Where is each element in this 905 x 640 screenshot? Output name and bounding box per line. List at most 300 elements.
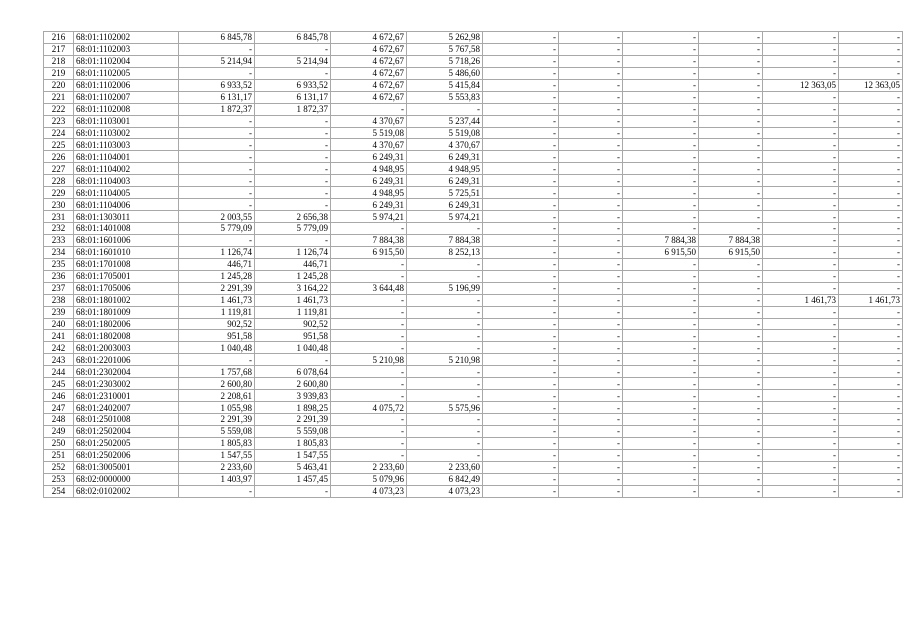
value-cell: 5 718,26	[407, 55, 483, 67]
value-cell: -	[407, 103, 483, 115]
value-cell: 1 119,81	[255, 306, 331, 318]
table-row	[44, 175, 903, 187]
value-cell: -	[623, 163, 699, 175]
value-cell: -	[699, 79, 763, 91]
value-cell: -	[407, 294, 483, 306]
value-cell: -	[623, 473, 699, 485]
table-row	[44, 55, 903, 67]
row-number-cell: 229	[44, 187, 74, 199]
value-cell: 951,58	[179, 330, 255, 342]
cadastral-code-cell: 68:01:2501008	[74, 414, 179, 426]
value-cell: -	[559, 342, 623, 354]
cadastral-value-table	[43, 31, 903, 498]
table-row	[44, 258, 903, 270]
table-row	[44, 414, 903, 426]
value-cell: -	[623, 330, 699, 342]
value-cell: -	[763, 211, 839, 223]
row-number-cell: 233	[44, 234, 74, 246]
value-cell: -	[699, 151, 763, 163]
value-cell: -	[839, 449, 903, 461]
value-cell: -	[483, 223, 559, 235]
value-cell: -	[559, 187, 623, 199]
value-cell: 5 262,98	[407, 32, 483, 44]
value-cell: 1 872,37	[179, 103, 255, 115]
cadastral-code-cell: 68:02:0000000	[74, 473, 179, 485]
value-cell: -	[699, 402, 763, 414]
value-cell: 4 672,67	[331, 43, 407, 55]
value-cell: -	[559, 91, 623, 103]
value-cell: -	[483, 461, 559, 473]
value-cell: -	[255, 163, 331, 175]
value-cell: 5 553,83	[407, 91, 483, 103]
value-cell: 1 461,73	[255, 294, 331, 306]
cadastral-code-cell: 68:01:1102003	[74, 43, 179, 55]
value-cell: 5 237,44	[407, 115, 483, 127]
value-cell: -	[179, 234, 255, 246]
value-cell: 5 767,58	[407, 43, 483, 55]
value-cell: -	[763, 354, 839, 366]
value-cell: 3 939,83	[255, 390, 331, 402]
value-cell: -	[623, 199, 699, 211]
value-cell: 5 725,51	[407, 187, 483, 199]
table-row	[44, 449, 903, 461]
value-cell: 2 600,80	[179, 378, 255, 390]
value-cell: -	[623, 378, 699, 390]
value-cell: -	[699, 318, 763, 330]
value-cell: -	[483, 437, 559, 449]
value-cell: 5 519,08	[331, 127, 407, 139]
value-cell: -	[559, 282, 623, 294]
value-cell: 4 672,67	[331, 67, 407, 79]
value-cell: -	[623, 187, 699, 199]
row-number-cell: 253	[44, 473, 74, 485]
cadastral-code-cell: 68:01:2502005	[74, 437, 179, 449]
table-row	[44, 294, 903, 306]
value-cell: -	[559, 270, 623, 282]
row-number-cell: 230	[44, 199, 74, 211]
row-number-cell: 216	[44, 32, 74, 44]
row-number-cell: 222	[44, 103, 74, 115]
row-number-cell: 231	[44, 211, 74, 223]
value-cell: 6 915,50	[623, 246, 699, 258]
value-cell: -	[331, 425, 407, 437]
value-cell: -	[559, 437, 623, 449]
value-cell: -	[763, 67, 839, 79]
table-row	[44, 461, 903, 473]
value-cell: 1 055,98	[179, 402, 255, 414]
value-cell: -	[179, 485, 255, 497]
value-cell: -	[763, 187, 839, 199]
value-cell: -	[483, 270, 559, 282]
value-cell: -	[763, 234, 839, 246]
row-number-cell: 239	[44, 306, 74, 318]
value-cell: 5 519,08	[407, 127, 483, 139]
value-cell: 2 291,39	[179, 414, 255, 426]
value-cell: -	[331, 390, 407, 402]
value-cell: 1 757,68	[179, 366, 255, 378]
value-cell: -	[699, 211, 763, 223]
value-cell: -	[623, 390, 699, 402]
cadastral-code-cell: 68:01:1104003	[74, 175, 179, 187]
table-row	[44, 115, 903, 127]
value-cell: 1 245,28	[179, 270, 255, 282]
value-cell: -	[623, 79, 699, 91]
value-cell: 1 126,74	[179, 246, 255, 258]
value-cell: 6 249,31	[331, 199, 407, 211]
value-cell: -	[559, 461, 623, 473]
value-cell: -	[331, 318, 407, 330]
value-cell: -	[623, 258, 699, 270]
table-row	[44, 32, 903, 44]
value-cell: -	[763, 175, 839, 187]
cadastral-code-cell: 68:01:1802008	[74, 330, 179, 342]
value-cell: 7 884,38	[407, 234, 483, 246]
value-cell: -	[331, 258, 407, 270]
value-cell: -	[179, 199, 255, 211]
cadastral-code-cell: 68:01:1801002	[74, 294, 179, 306]
table-row	[44, 330, 903, 342]
value-cell: 7 884,38	[623, 234, 699, 246]
value-cell: -	[331, 437, 407, 449]
value-cell: -	[559, 366, 623, 378]
value-cell: 5 415,84	[407, 79, 483, 91]
value-cell: -	[623, 294, 699, 306]
value-cell: -	[483, 91, 559, 103]
table-row	[44, 187, 903, 199]
value-cell: -	[483, 414, 559, 426]
value-cell: -	[559, 485, 623, 497]
value-cell: -	[699, 330, 763, 342]
value-cell: -	[483, 342, 559, 354]
row-number-cell: 245	[44, 378, 74, 390]
value-cell: -	[179, 43, 255, 55]
row-number-cell: 232	[44, 223, 74, 235]
value-cell: -	[763, 91, 839, 103]
value-cell: 1 461,73	[839, 294, 903, 306]
value-cell: 5 214,94	[179, 55, 255, 67]
value-cell: -	[483, 103, 559, 115]
value-cell: -	[699, 306, 763, 318]
table-row	[44, 390, 903, 402]
value-cell: 5 575,96	[407, 402, 483, 414]
value-cell: -	[623, 306, 699, 318]
row-number-cell: 235	[44, 258, 74, 270]
value-cell: 12 363,05	[763, 79, 839, 91]
value-cell: -	[699, 103, 763, 115]
value-cell: 6 933,52	[255, 79, 331, 91]
table-row	[44, 437, 903, 449]
value-cell: -	[839, 270, 903, 282]
value-cell: -	[483, 55, 559, 67]
value-cell: -	[483, 234, 559, 246]
value-cell: -	[839, 67, 903, 79]
value-cell: -	[763, 342, 839, 354]
value-cell: -	[331, 306, 407, 318]
value-cell: -	[623, 270, 699, 282]
value-cell: -	[839, 461, 903, 473]
value-cell: 1 805,83	[179, 437, 255, 449]
value-cell: -	[763, 32, 839, 44]
value-cell: -	[559, 294, 623, 306]
value-cell: -	[483, 163, 559, 175]
value-cell: -	[179, 139, 255, 151]
value-cell: 1 872,37	[255, 103, 331, 115]
value-cell: -	[331, 342, 407, 354]
cadastral-code-cell: 68:01:1303011	[74, 211, 179, 223]
row-number-cell: 254	[44, 485, 74, 497]
value-cell: -	[839, 485, 903, 497]
value-cell: 1 245,28	[255, 270, 331, 282]
value-cell: -	[407, 258, 483, 270]
row-number-cell: 217	[44, 43, 74, 55]
value-cell: -	[483, 294, 559, 306]
value-cell: -	[699, 199, 763, 211]
value-cell: 5 463,41	[255, 461, 331, 473]
value-cell: -	[763, 43, 839, 55]
value-cell: -	[559, 306, 623, 318]
value-cell: -	[763, 366, 839, 378]
value-cell: -	[483, 449, 559, 461]
cadastral-code-cell: 68:01:1104002	[74, 163, 179, 175]
value-cell: -	[331, 270, 407, 282]
cadastral-code-cell: 68:01:1601006	[74, 234, 179, 246]
value-cell: -	[331, 366, 407, 378]
value-cell: -	[559, 211, 623, 223]
value-cell: -	[407, 366, 483, 378]
value-cell: -	[483, 79, 559, 91]
value-cell: 4 370,67	[331, 139, 407, 151]
cadastral-code-cell: 68:01:1802006	[74, 318, 179, 330]
value-cell: -	[483, 330, 559, 342]
value-cell: 6 249,31	[407, 199, 483, 211]
value-cell: 5 779,09	[255, 223, 331, 235]
value-cell: -	[559, 103, 623, 115]
value-cell: -	[839, 473, 903, 485]
cadastral-code-cell: 68:01:1801009	[74, 306, 179, 318]
value-cell: 1 040,48	[255, 342, 331, 354]
row-number-cell: 250	[44, 437, 74, 449]
value-cell: -	[407, 330, 483, 342]
value-cell: -	[839, 187, 903, 199]
value-cell: -	[559, 234, 623, 246]
value-cell: -	[623, 449, 699, 461]
table-row	[44, 473, 903, 485]
value-cell: -	[559, 43, 623, 55]
value-cell: -	[483, 318, 559, 330]
value-cell: 902,52	[179, 318, 255, 330]
value-cell: -	[559, 115, 623, 127]
table-row	[44, 139, 903, 151]
cadastral-code-cell: 68:01:1102007	[74, 91, 179, 103]
value-cell: -	[839, 234, 903, 246]
row-number-cell: 238	[44, 294, 74, 306]
value-cell: -	[407, 414, 483, 426]
value-cell: -	[483, 187, 559, 199]
value-cell: 5 196,99	[407, 282, 483, 294]
value-cell: -	[839, 425, 903, 437]
value-cell: 6 249,31	[331, 175, 407, 187]
cadastral-code-cell: 68:01:1102006	[74, 79, 179, 91]
value-cell: -	[559, 175, 623, 187]
value-cell: -	[699, 163, 763, 175]
value-cell: -	[623, 139, 699, 151]
value-cell: -	[483, 199, 559, 211]
value-cell: -	[483, 139, 559, 151]
value-cell: -	[255, 485, 331, 497]
row-number-cell: 244	[44, 366, 74, 378]
table-row	[44, 378, 903, 390]
row-number-cell: 243	[44, 354, 74, 366]
table-row	[44, 151, 903, 163]
value-cell: 6 131,17	[255, 91, 331, 103]
value-cell: -	[623, 32, 699, 44]
value-cell: -	[559, 223, 623, 235]
value-cell: -	[255, 199, 331, 211]
value-cell: 6 915,50	[699, 246, 763, 258]
cadastral-code-cell: 68:01:1104001	[74, 151, 179, 163]
cadastral-code-cell: 68:01:1102005	[74, 67, 179, 79]
value-cell: -	[559, 246, 623, 258]
cadastral-code-cell: 68:01:1104005	[74, 187, 179, 199]
row-number-cell: 218	[44, 55, 74, 67]
value-cell: -	[559, 378, 623, 390]
value-cell: -	[483, 175, 559, 187]
value-cell: 1 457,45	[255, 473, 331, 485]
value-cell: -	[623, 402, 699, 414]
value-cell: 7 884,38	[331, 234, 407, 246]
value-cell: -	[839, 390, 903, 402]
value-cell: -	[623, 103, 699, 115]
value-cell: -	[699, 187, 763, 199]
value-cell: -	[839, 330, 903, 342]
value-cell: 5 486,60	[407, 67, 483, 79]
value-cell: -	[559, 139, 623, 151]
value-cell: -	[483, 127, 559, 139]
value-cell: 5 079,96	[331, 473, 407, 485]
row-number-cell: 223	[44, 115, 74, 127]
value-cell: -	[559, 425, 623, 437]
value-cell: -	[559, 199, 623, 211]
table-row	[44, 306, 903, 318]
cadastral-code-cell: 68:01:1103001	[74, 115, 179, 127]
value-cell: 4 073,23	[331, 485, 407, 497]
value-cell: -	[483, 485, 559, 497]
value-cell: -	[179, 163, 255, 175]
value-cell: 6 249,31	[407, 175, 483, 187]
value-cell: -	[483, 67, 559, 79]
value-cell: -	[839, 115, 903, 127]
value-cell: 5 974,21	[407, 211, 483, 223]
value-cell: 1 126,74	[255, 246, 331, 258]
row-number-cell: 234	[44, 246, 74, 258]
value-cell: -	[483, 402, 559, 414]
value-cell: 12 363,05	[839, 79, 903, 91]
value-cell: -	[623, 211, 699, 223]
value-cell: -	[839, 437, 903, 449]
value-cell: 4 948,95	[331, 163, 407, 175]
value-cell: -	[483, 354, 559, 366]
table-body	[44, 32, 903, 498]
row-number-cell: 242	[44, 342, 74, 354]
value-cell: -	[839, 211, 903, 223]
value-cell: -	[407, 437, 483, 449]
value-cell: -	[559, 67, 623, 79]
value-cell: 4 672,67	[331, 79, 407, 91]
value-cell: -	[699, 354, 763, 366]
table-row	[44, 43, 903, 55]
row-number-cell: 246	[44, 390, 74, 402]
value-cell: -	[559, 32, 623, 44]
value-cell: 4 948,95	[331, 187, 407, 199]
value-cell: 1 547,55	[255, 449, 331, 461]
value-cell: 5 214,94	[255, 55, 331, 67]
value-cell: -	[763, 246, 839, 258]
value-cell: -	[559, 354, 623, 366]
value-cell: -	[255, 139, 331, 151]
value-cell: 5 210,98	[331, 354, 407, 366]
value-cell: -	[559, 473, 623, 485]
value-cell: 5 559,08	[179, 425, 255, 437]
value-cell: -	[331, 449, 407, 461]
table-row	[44, 163, 903, 175]
value-cell: 6 845,78	[179, 32, 255, 44]
value-cell: 1 898,25	[255, 402, 331, 414]
value-cell: 2 291,39	[255, 414, 331, 426]
value-cell: -	[839, 402, 903, 414]
value-cell: -	[255, 43, 331, 55]
value-cell: 446,71	[179, 258, 255, 270]
row-number-cell: 220	[44, 79, 74, 91]
value-cell: 5 559,08	[255, 425, 331, 437]
value-cell: -	[699, 449, 763, 461]
value-cell: 5 210,98	[407, 354, 483, 366]
value-cell: -	[483, 151, 559, 163]
value-cell: 1 461,73	[763, 294, 839, 306]
value-cell: -	[763, 378, 839, 390]
value-cell: 2 291,39	[179, 282, 255, 294]
value-cell: -	[483, 282, 559, 294]
value-cell: -	[763, 258, 839, 270]
cadastral-code-cell: 68:01:2201006	[74, 354, 179, 366]
value-cell: -	[559, 151, 623, 163]
table-row	[44, 425, 903, 437]
value-cell: 1 119,81	[179, 306, 255, 318]
value-cell: -	[255, 187, 331, 199]
value-cell: -	[839, 354, 903, 366]
value-cell: -	[483, 473, 559, 485]
value-cell: -	[839, 223, 903, 235]
row-number-cell: 237	[44, 282, 74, 294]
value-cell: 2 656,38	[255, 211, 331, 223]
value-cell: -	[763, 306, 839, 318]
value-cell: -	[255, 354, 331, 366]
table-row	[44, 234, 903, 246]
row-number-cell: 221	[44, 91, 74, 103]
cadastral-code-cell: 68:01:1102004	[74, 55, 179, 67]
value-cell: -	[763, 139, 839, 151]
value-cell: -	[839, 91, 903, 103]
value-cell: -	[699, 43, 763, 55]
cadastral-code-cell: 68:01:2402007	[74, 402, 179, 414]
cadastral-code-cell: 68:01:1102002	[74, 32, 179, 44]
value-cell: -	[699, 115, 763, 127]
table-row	[44, 127, 903, 139]
value-cell: -	[623, 342, 699, 354]
value-cell: -	[255, 67, 331, 79]
value-cell: 6 845,78	[255, 32, 331, 44]
value-cell: 3 164,22	[255, 282, 331, 294]
value-cell: 1 805,83	[255, 437, 331, 449]
